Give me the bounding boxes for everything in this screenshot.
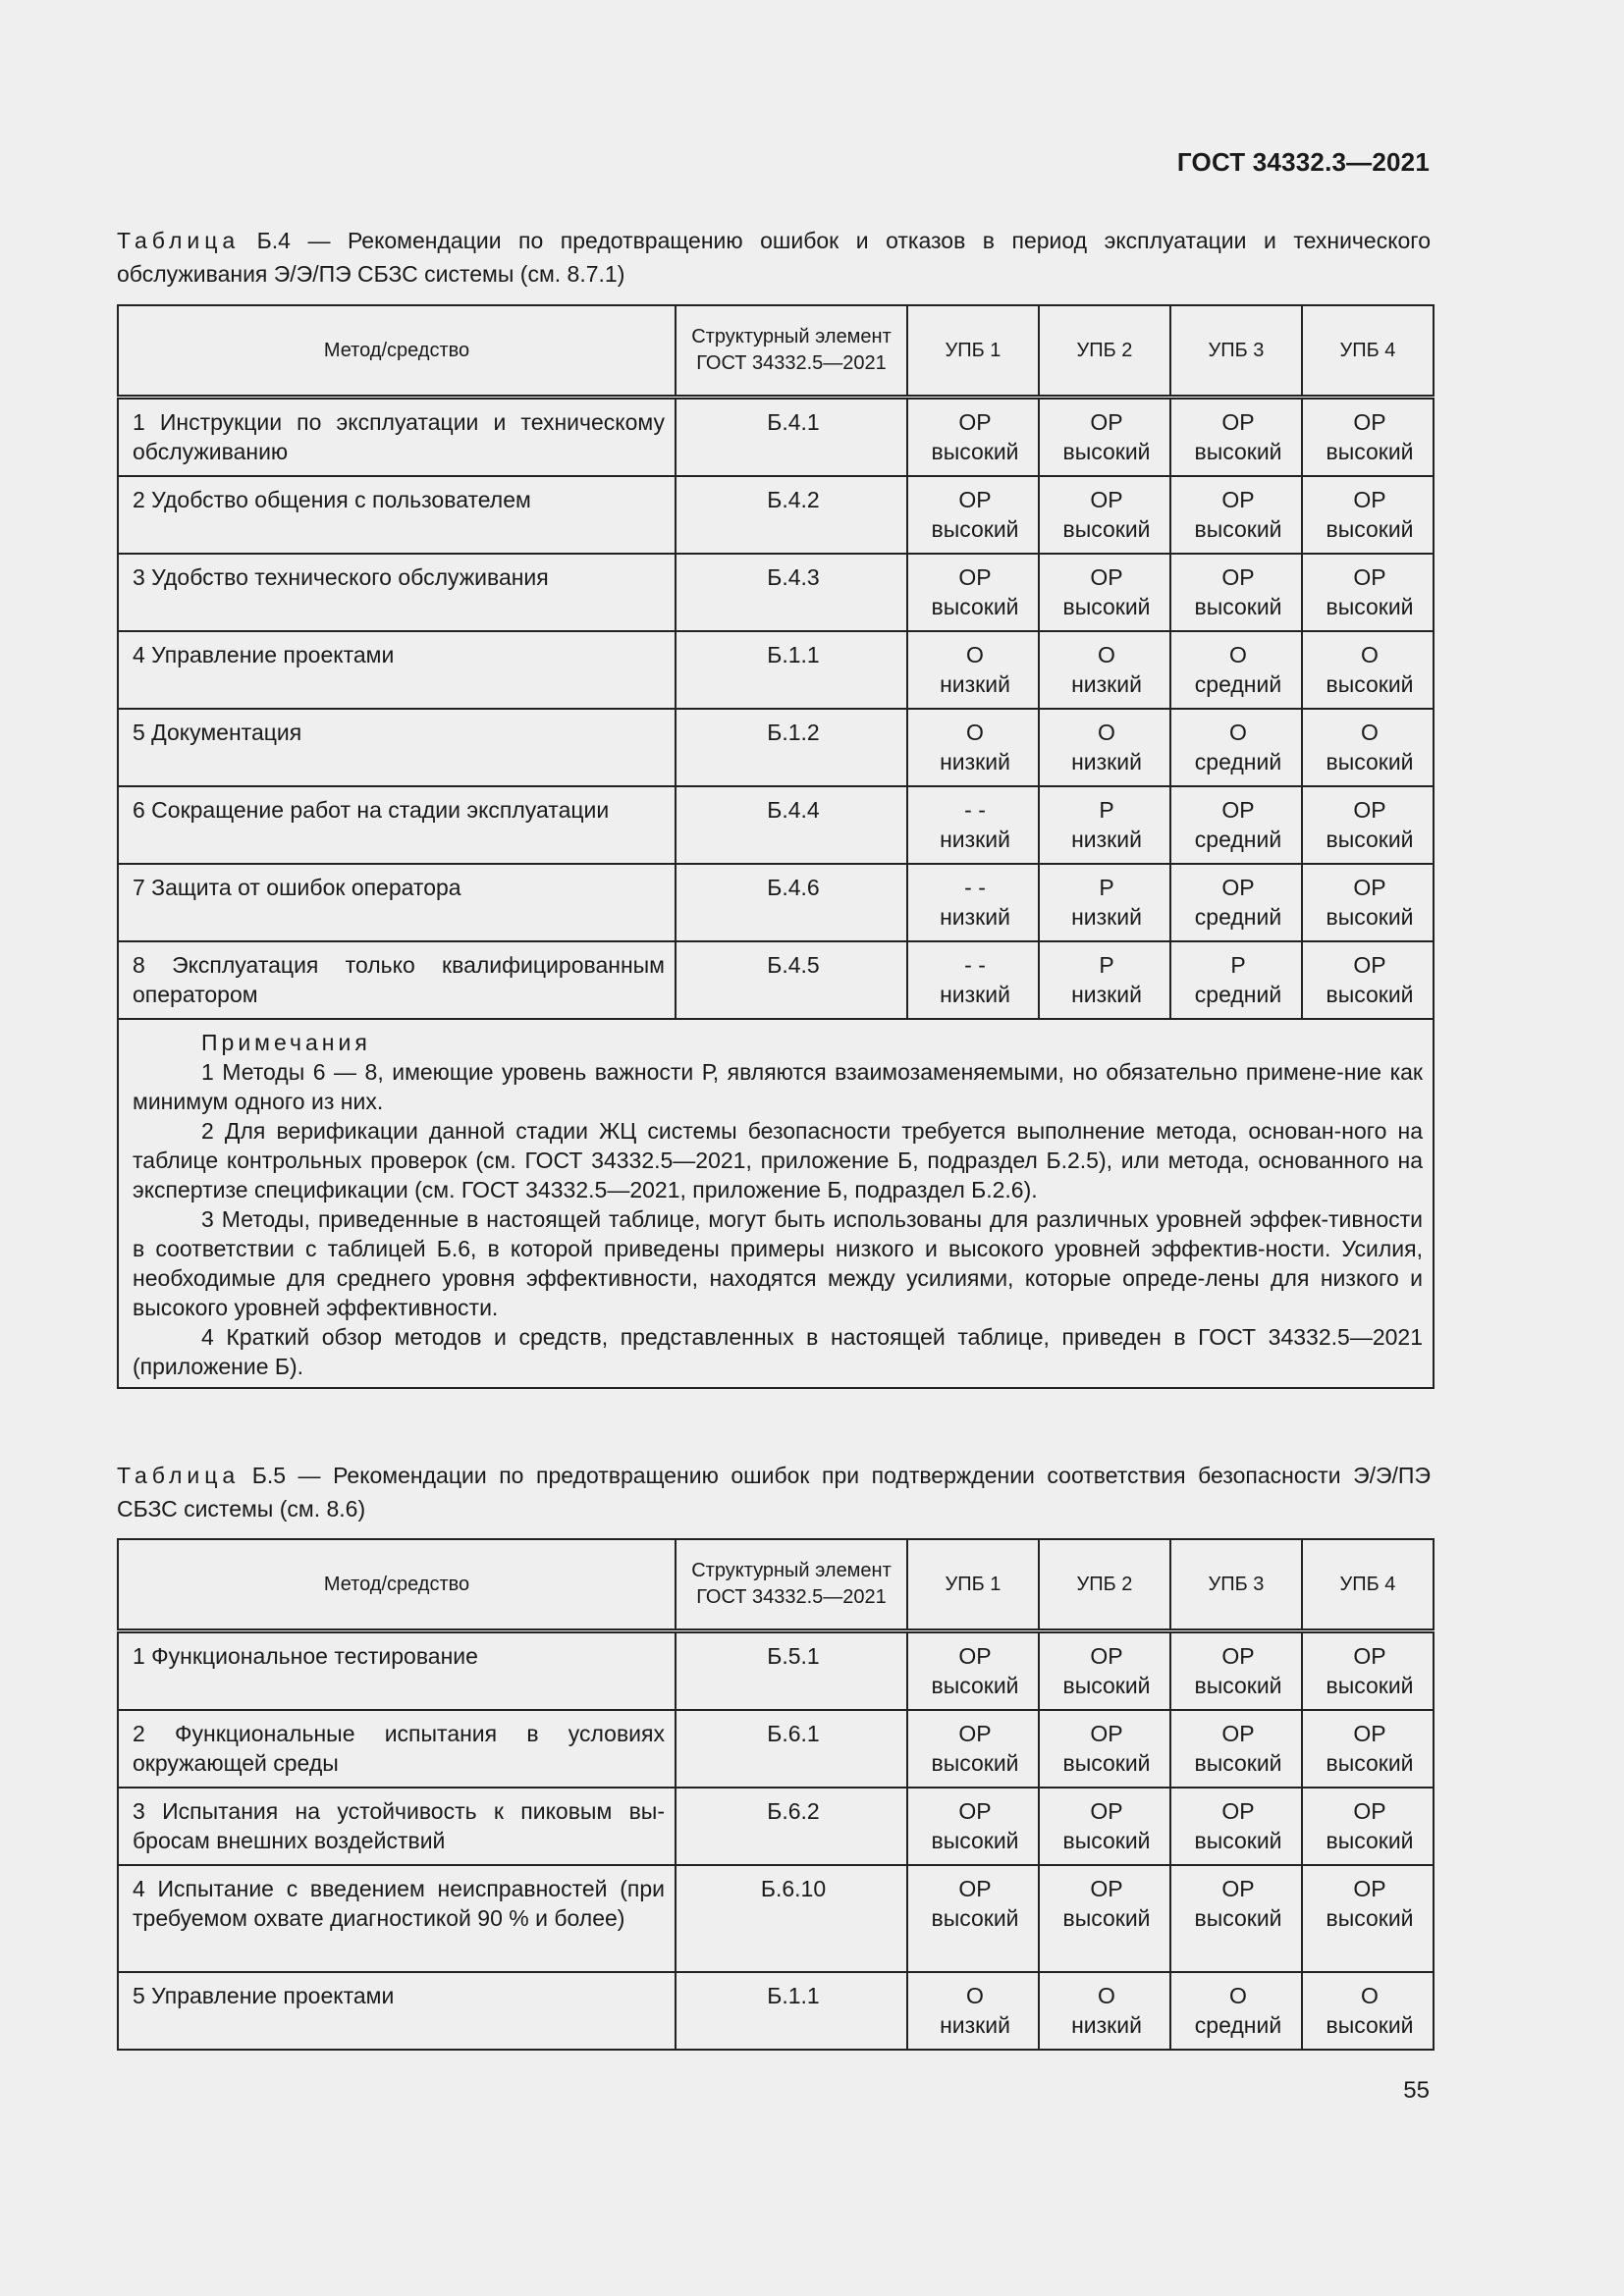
effectiveness-level: низкий bbox=[1071, 904, 1142, 930]
notes-cell bbox=[118, 1019, 1434, 1388]
element-cell: Б.1.1 bbox=[676, 631, 907, 709]
upb-cell bbox=[1302, 1865, 1434, 1972]
element-cell: Б.4.3 bbox=[676, 554, 907, 631]
note-item: 1 Методы 6 — 8, имеющие уровень важности Р, являются взаимозаменяемыми, но обязательно примене-ние как минимум одного из них. bbox=[133, 1059, 1423, 1114]
upb-cell bbox=[907, 1788, 1039, 1865]
element-cell: Б.6.10 bbox=[676, 1865, 907, 1972]
effectiveness-level: высокий bbox=[1062, 1828, 1151, 1853]
upb-cell bbox=[1170, 786, 1302, 864]
upb-cell bbox=[1039, 1972, 1170, 2050]
table-row bbox=[118, 1865, 1434, 1972]
importance-level: ОР bbox=[958, 1721, 992, 1746]
importance-level: ОР bbox=[1353, 409, 1386, 435]
upb-cell bbox=[1039, 554, 1170, 631]
col-header-element: Структурный элемент ГОСТ 34332.5—2021 bbox=[676, 1539, 907, 1631]
table-row bbox=[118, 709, 1434, 786]
notes-row bbox=[118, 1019, 1434, 1388]
note-item: 4 Краткий обзор методов и средств, представленных в настоящей таблице, приведен в ГОСТ 34332.5—2021 (приложение Б). bbox=[133, 1324, 1423, 1379]
element-cell: Б.1.2 bbox=[676, 709, 907, 786]
effectiveness-level: средний bbox=[1194, 671, 1282, 697]
upb-cell bbox=[1039, 941, 1170, 1019]
importance-level: Р bbox=[1099, 797, 1114, 823]
table-row bbox=[118, 476, 1434, 554]
importance-level: ОР bbox=[1353, 1643, 1386, 1669]
upb-cell bbox=[1039, 786, 1170, 864]
importance-level: ОР bbox=[1353, 487, 1386, 512]
importance-level: О bbox=[1361, 642, 1379, 667]
effectiveness-level: средний bbox=[1194, 2012, 1282, 2038]
upb-cell bbox=[1302, 398, 1434, 477]
effectiveness-level: низкий bbox=[1071, 749, 1142, 774]
importance-level: ОР bbox=[1221, 797, 1255, 823]
upb-cell bbox=[1170, 476, 1302, 554]
upb-cell bbox=[1039, 1865, 1170, 1972]
upb-cell bbox=[1170, 941, 1302, 1019]
importance-level: ОР bbox=[1221, 564, 1255, 590]
importance-level: ОР bbox=[1090, 564, 1123, 590]
upb-cell bbox=[1302, 1710, 1434, 1788]
importance-level: ОР bbox=[1353, 564, 1386, 590]
importance-level: ОР bbox=[1090, 1876, 1123, 1901]
upb-cell bbox=[1170, 1631, 1302, 1711]
upb-cell bbox=[1302, 941, 1434, 1019]
importance-level: ОР bbox=[958, 409, 992, 435]
importance-level: О bbox=[1098, 1983, 1115, 2008]
effectiveness-level: высокий bbox=[931, 1828, 1019, 1853]
effectiveness-level: высокий bbox=[1194, 516, 1282, 542]
effectiveness-level: высокий bbox=[1326, 827, 1414, 852]
importance-level: О bbox=[1361, 1983, 1379, 2008]
table-row bbox=[118, 1631, 1434, 1711]
upb-cell bbox=[1039, 398, 1170, 477]
table-b4 bbox=[117, 304, 1435, 1389]
importance-level: ОР bbox=[1221, 1643, 1255, 1669]
effectiveness-level: высокий bbox=[1326, 516, 1414, 542]
col-header-upb4: УПБ 4 bbox=[1302, 305, 1434, 398]
table-row bbox=[118, 631, 1434, 709]
effectiveness-level: высокий bbox=[931, 1750, 1019, 1776]
importance-level: ОР bbox=[1353, 1798, 1386, 1824]
method-cell: 2 Функциональные испытания в условиях окружающей среды bbox=[118, 1710, 676, 1788]
method-cell: 4 Испытание с введением неисправностей (при требуемом охвате диагностикой 90 % и более) bbox=[118, 1865, 676, 1972]
upb-cell bbox=[1170, 554, 1302, 631]
element-cell: Б.6.2 bbox=[676, 1788, 907, 1865]
importance-level: О bbox=[1361, 720, 1379, 745]
effectiveness-level: средний bbox=[1194, 982, 1282, 1007]
effectiveness-level: высокий bbox=[1326, 749, 1414, 774]
upb-cell bbox=[1302, 554, 1434, 631]
effectiveness-level: высокий bbox=[1062, 1673, 1151, 1698]
importance-level: ОР bbox=[1090, 1721, 1123, 1746]
importance-level: - - bbox=[964, 952, 986, 978]
col-header-upb3: УПБ 3 bbox=[1170, 1539, 1302, 1631]
importance-level: ОР bbox=[1090, 1798, 1123, 1824]
method-cell: 5 Управление проектами bbox=[118, 1972, 676, 2050]
importance-level: ОР bbox=[1221, 1721, 1255, 1746]
effectiveness-level: высокий bbox=[1326, 1673, 1414, 1698]
upb-cell bbox=[1302, 631, 1434, 709]
effectiveness-level: высокий bbox=[1326, 671, 1414, 697]
importance-level: - - bbox=[964, 797, 986, 823]
table-header-row bbox=[118, 305, 1434, 398]
col-header-upb1: УПБ 1 bbox=[907, 305, 1039, 398]
importance-level: ОР bbox=[1221, 1798, 1255, 1824]
upb-cell bbox=[1302, 709, 1434, 786]
method-cell: 6 Сокращение работ на стадии эксплуатации bbox=[118, 786, 676, 864]
effectiveness-level: низкий bbox=[940, 2012, 1010, 2038]
method-cell: 3 Испытания на устойчивость к пиковым вы-бросам внешних воздействий bbox=[118, 1788, 676, 1865]
table-row bbox=[118, 864, 1434, 941]
importance-level: ОР bbox=[1353, 952, 1386, 978]
importance-level: ОР bbox=[958, 1876, 992, 1901]
effectiveness-level: низкий bbox=[1071, 827, 1142, 852]
upb-cell bbox=[1170, 1710, 1302, 1788]
effectiveness-level: высокий bbox=[1326, 904, 1414, 930]
importance-level: ОР bbox=[958, 564, 992, 590]
effectiveness-level: высокий bbox=[1326, 439, 1414, 464]
importance-level: ОР bbox=[958, 1798, 992, 1824]
effectiveness-level: высокий bbox=[931, 594, 1019, 619]
importance-level: ОР bbox=[1221, 1876, 1255, 1901]
effectiveness-level: высокий bbox=[1326, 1905, 1414, 1931]
effectiveness-level: средний bbox=[1194, 749, 1282, 774]
effectiveness-level: высокий bbox=[1194, 1828, 1282, 1853]
upb-cell bbox=[1302, 1631, 1434, 1711]
importance-level: ОР bbox=[1221, 487, 1255, 512]
upb-cell bbox=[1039, 1631, 1170, 1711]
table-row bbox=[118, 786, 1434, 864]
upb-cell bbox=[1039, 709, 1170, 786]
importance-level: О bbox=[1229, 720, 1247, 745]
method-cell: 5 Документация bbox=[118, 709, 676, 786]
importance-level: О bbox=[966, 642, 984, 667]
caption-label: Таблица bbox=[117, 1463, 241, 1488]
upb-cell bbox=[1302, 786, 1434, 864]
importance-level: ОР bbox=[1090, 487, 1123, 512]
effectiveness-level: средний bbox=[1194, 904, 1282, 930]
importance-level: ОР bbox=[1353, 875, 1386, 900]
effectiveness-level: высокий bbox=[1194, 1673, 1282, 1698]
upb-cell bbox=[907, 864, 1039, 941]
upb-cell bbox=[1302, 1788, 1434, 1865]
table-row bbox=[118, 1972, 1434, 2050]
caption-text: Б.5 — Рекомендации по предотвращению ошибок при подтверждении соответствия безопасности Э/Э/ПЭ СБЗС системы (см. 8.6) bbox=[117, 1463, 1431, 1522]
upb-cell bbox=[1170, 709, 1302, 786]
effectiveness-level: высокий bbox=[1062, 516, 1151, 542]
element-cell: Б.4.5 bbox=[676, 941, 907, 1019]
importance-level: О bbox=[1098, 642, 1115, 667]
importance-level: ОР bbox=[1221, 875, 1255, 900]
upb-cell bbox=[907, 1865, 1039, 1972]
upb-cell bbox=[907, 786, 1039, 864]
col-header-upb1: УПБ 1 bbox=[907, 1539, 1039, 1631]
effectiveness-level: высокий bbox=[1194, 1905, 1282, 1931]
upb-cell bbox=[907, 1972, 1039, 2050]
upb-cell bbox=[907, 631, 1039, 709]
upb-cell bbox=[1170, 1972, 1302, 2050]
table-row bbox=[118, 1788, 1434, 1865]
standard-code: ГОСТ 34332.3—2021 bbox=[1176, 147, 1430, 177]
effectiveness-level: высокий bbox=[1326, 1828, 1414, 1853]
table-row bbox=[118, 1710, 1434, 1788]
col-header-upb2: УПБ 2 bbox=[1039, 1539, 1170, 1631]
element-cell: Б.4.6 bbox=[676, 864, 907, 941]
importance-level: ОР bbox=[958, 1643, 992, 1669]
effectiveness-level: высокий bbox=[1326, 1750, 1414, 1776]
importance-level: О bbox=[1229, 642, 1247, 667]
importance-level: ОР bbox=[958, 487, 992, 512]
notes-title: Примечания bbox=[201, 1030, 371, 1055]
col-header-upb4: УПБ 4 bbox=[1302, 1539, 1434, 1631]
table-b4-caption bbox=[117, 224, 1431, 291]
effectiveness-level: высокий bbox=[1326, 594, 1414, 619]
effectiveness-level: высокий bbox=[931, 1673, 1019, 1698]
table-header-row bbox=[118, 1539, 1434, 1631]
caption-text: Б.4 — Рекомендации по предотвращению ошибок и отказов в период эксплуатации и технического обслуживания Э/Э/ПЭ СБЗС системы (см. 8.7.1) bbox=[117, 228, 1431, 287]
element-cell: Б.5.1 bbox=[676, 1631, 907, 1711]
importance-level: Р bbox=[1099, 875, 1114, 900]
method-cell: 3 Удобство технического обслуживания bbox=[118, 554, 676, 631]
effectiveness-level: высокий bbox=[1062, 594, 1151, 619]
upb-cell bbox=[907, 554, 1039, 631]
upb-cell bbox=[1039, 1788, 1170, 1865]
method-cell: 1 Инструкции по эксплуатации и техническому обслуживанию bbox=[118, 398, 676, 477]
element-cell: Б.4.4 bbox=[676, 786, 907, 864]
effectiveness-level: высокий bbox=[931, 1905, 1019, 1931]
upb-cell bbox=[907, 476, 1039, 554]
col-header-element: Структурный элемент ГОСТ 34332.5—2021 bbox=[676, 305, 907, 398]
upb-cell bbox=[1170, 864, 1302, 941]
importance-level: ОР bbox=[1090, 1643, 1123, 1669]
note-item: 3 Методы, приведенные в настоящей таблице, могут быть использованы для различных уровней эффек-тивности в соответствии с таблицей Б.6, в которой приведены примеры низкого и высокого уровней эффектив-ности. Усилия, необходимые для среднего уровня эффективности, находятся между усилиями, которые опреде-лены для низкого и высокого уровней эффективности. bbox=[133, 1206, 1423, 1320]
importance-level: Р bbox=[1230, 952, 1246, 978]
effectiveness-level: высокий bbox=[1062, 1905, 1151, 1931]
effectiveness-level: высокий bbox=[1194, 594, 1282, 619]
effectiveness-level: высокий bbox=[1062, 439, 1151, 464]
table-row bbox=[118, 941, 1434, 1019]
col-header-method: Метод/средство bbox=[118, 1539, 676, 1631]
upb-cell bbox=[1039, 476, 1170, 554]
upb-cell bbox=[1170, 1865, 1302, 1972]
effectiveness-level: высокий bbox=[1194, 439, 1282, 464]
method-cell: 1 Функциональное тестирование bbox=[118, 1631, 676, 1711]
col-header-upb2: УПБ 2 bbox=[1039, 305, 1170, 398]
caption-label: Таблица bbox=[117, 228, 241, 253]
upb-cell bbox=[1302, 476, 1434, 554]
effectiveness-level: низкий bbox=[1071, 671, 1142, 697]
effectiveness-level: высокий bbox=[1326, 2012, 1414, 2038]
importance-level: ОР bbox=[1353, 1876, 1386, 1901]
effectiveness-level: низкий bbox=[940, 827, 1010, 852]
upb-cell bbox=[907, 1710, 1039, 1788]
method-cell: 2 Удобство общения с пользователем bbox=[118, 476, 676, 554]
upb-cell bbox=[1170, 631, 1302, 709]
method-cell: 8 Эксплуатация только квалифицированным оператором bbox=[118, 941, 676, 1019]
importance-level: О bbox=[1229, 1983, 1247, 2008]
importance-level: ОР bbox=[1090, 409, 1123, 435]
upb-cell bbox=[1170, 398, 1302, 477]
upb-cell bbox=[1302, 864, 1434, 941]
effectiveness-level: низкий bbox=[940, 671, 1010, 697]
table-b5 bbox=[117, 1538, 1435, 2051]
effectiveness-level: высокий bbox=[931, 439, 1019, 464]
upb-cell bbox=[907, 709, 1039, 786]
importance-level: ОР bbox=[1353, 797, 1386, 823]
importance-level: О bbox=[966, 1983, 984, 2008]
effectiveness-level: средний bbox=[1194, 827, 1282, 852]
upb-cell bbox=[1170, 1788, 1302, 1865]
table-row bbox=[118, 554, 1434, 631]
importance-level: - - bbox=[964, 875, 986, 900]
effectiveness-level: низкий bbox=[940, 982, 1010, 1007]
importance-level: Р bbox=[1099, 952, 1114, 978]
method-cell: 7 Защита от ошибок оператора bbox=[118, 864, 676, 941]
effectiveness-level: высокий bbox=[931, 516, 1019, 542]
effectiveness-level: низкий bbox=[1071, 982, 1142, 1007]
effectiveness-level: низкий bbox=[940, 749, 1010, 774]
element-cell: Б.1.1 bbox=[676, 1972, 907, 2050]
upb-cell bbox=[1039, 631, 1170, 709]
effectiveness-level: высокий bbox=[1326, 982, 1414, 1007]
importance-level: О bbox=[966, 720, 984, 745]
element-cell: Б.6.1 bbox=[676, 1710, 907, 1788]
upb-cell bbox=[1039, 864, 1170, 941]
importance-level: ОР bbox=[1221, 409, 1255, 435]
effectiveness-level: низкий bbox=[1071, 2012, 1142, 2038]
importance-level: О bbox=[1098, 720, 1115, 745]
page-number: 55 bbox=[1403, 2077, 1430, 2104]
effectiveness-level: низкий bbox=[940, 904, 1010, 930]
upb-cell bbox=[907, 398, 1039, 477]
upb-cell bbox=[907, 941, 1039, 1019]
element-cell: Б.4.2 bbox=[676, 476, 907, 554]
element-cell: Б.4.1 bbox=[676, 398, 907, 477]
importance-level: ОР bbox=[1353, 1721, 1386, 1746]
table-b5-caption bbox=[117, 1459, 1431, 1525]
upb-cell bbox=[1302, 1972, 1434, 2050]
effectiveness-level: высокий bbox=[1194, 1750, 1282, 1776]
col-header-method: Метод/средство bbox=[118, 305, 676, 398]
table-row bbox=[118, 398, 1434, 477]
effectiveness-level: высокий bbox=[1062, 1750, 1151, 1776]
method-cell: 4 Управление проектами bbox=[118, 631, 676, 709]
upb-cell bbox=[907, 1631, 1039, 1711]
col-header-upb3: УПБ 3 bbox=[1170, 305, 1302, 398]
upb-cell bbox=[1039, 1710, 1170, 1788]
note-item: 2 Для верификации данной стадии ЖЦ системы безопасности требуется выполнение метода, основан-ного на таблице контрольных проверок (см. ГОСТ 34332.5—2021, приложение Б, подраздел Б.2.5), или метода, основанного на экспертизе спецификации (см. ГОСТ 34332.5—2021, приложение Б, подраздел Б.2.6). bbox=[133, 1118, 1423, 1202]
